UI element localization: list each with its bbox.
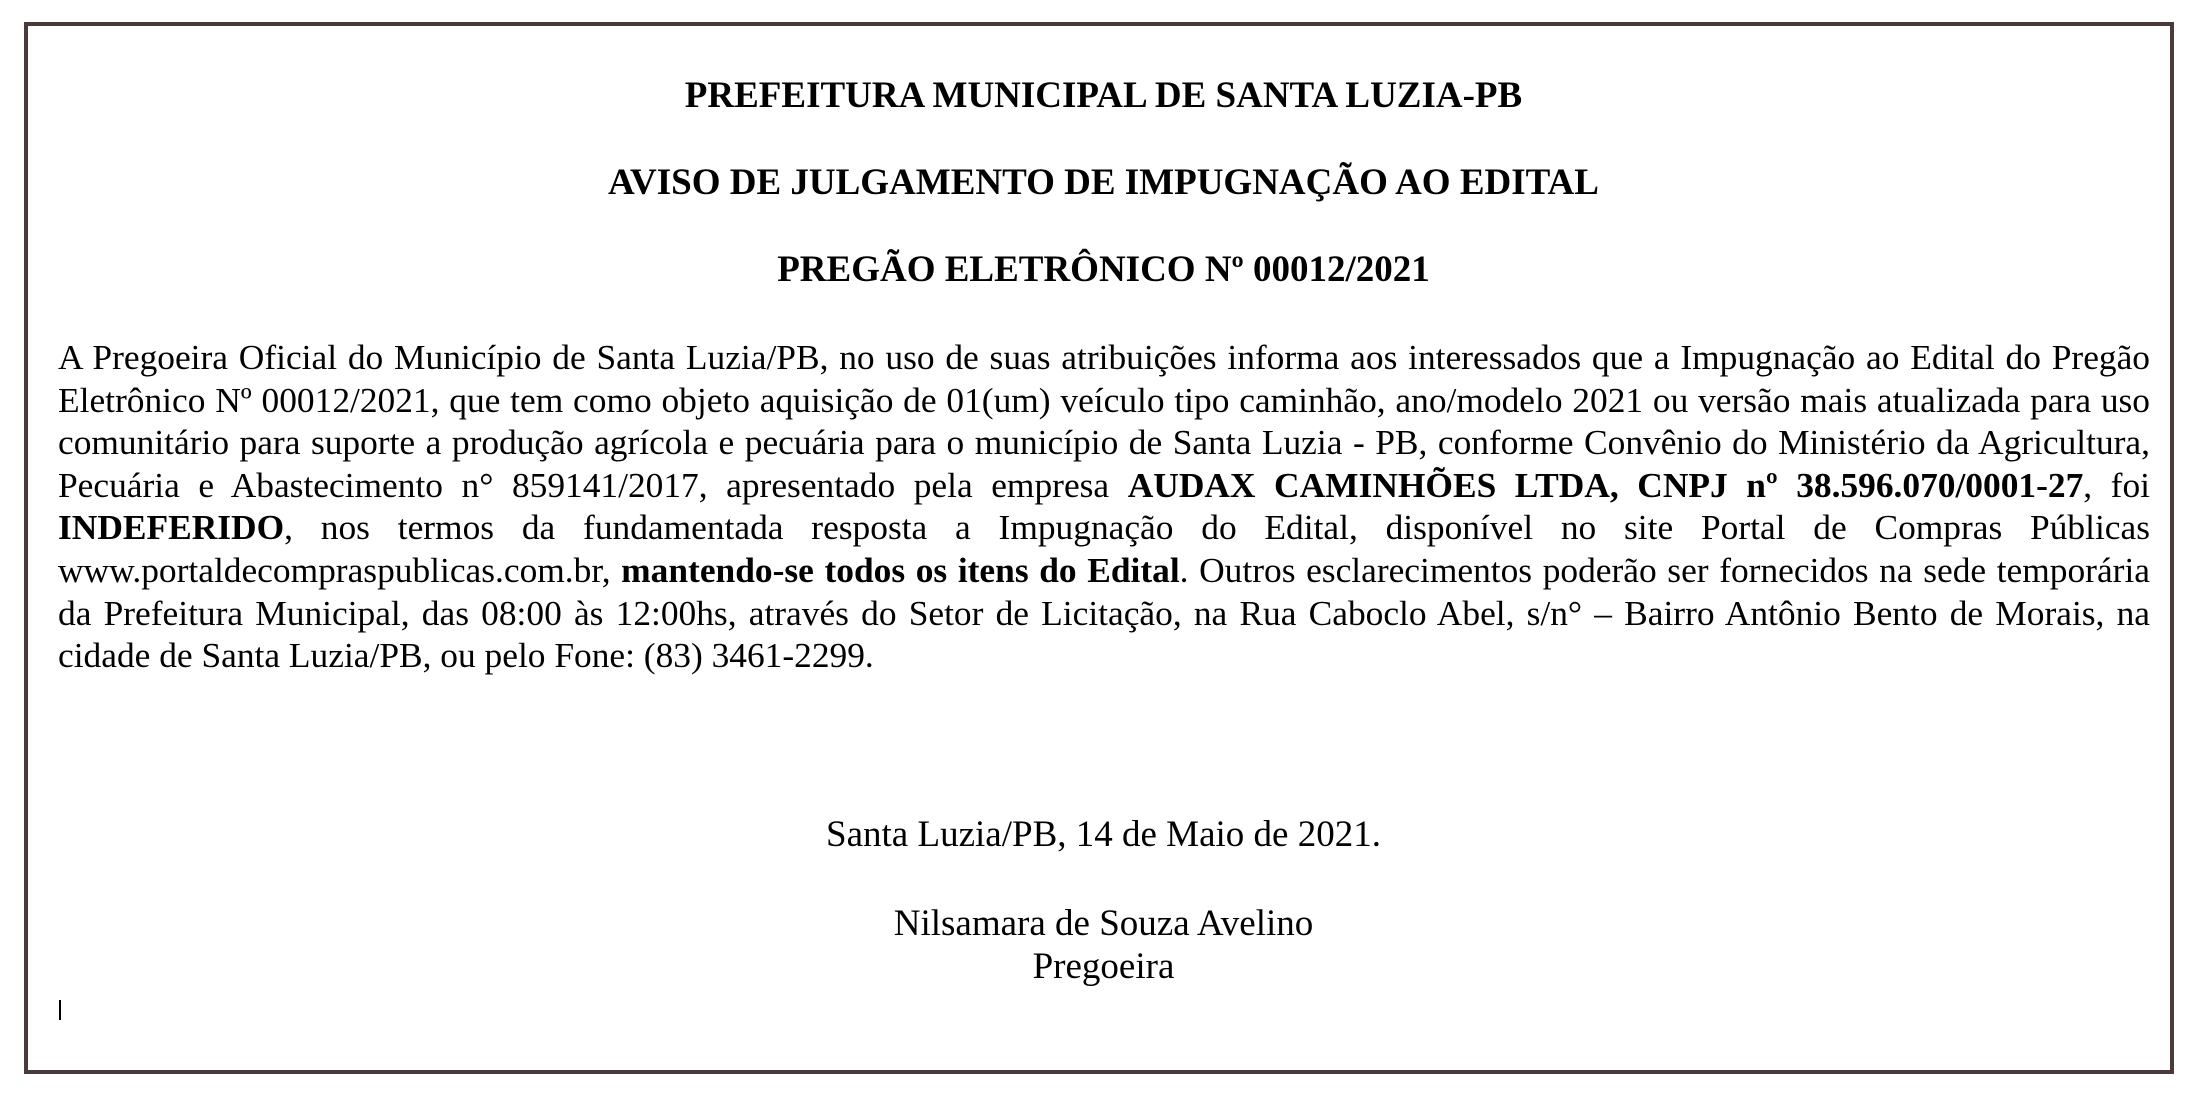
body-part-4: . Outros esclarecimentos poderão ser fornecidos na sede temporária da Prefeitura Municipal, das 08:00 às 12:00hs, através do Setor de Licitação, na Rua Caboclo Abel, s/n° – Bairro Antônio Bento de Morais, na cidade de Santa Luzia/PB, ou pelo Fone: (83) 3461-2299. <box>58 549 2150 676</box>
notice-title: AVISO DE JULGAMENTO DE IMPUGNAÇÃO AO EDITAL <box>608 162 1599 203</box>
signer-name: Nilsamara de Souza Avelino <box>893 903 1314 944</box>
body-part-2: , foi <box>2083 464 2150 505</box>
tender-number-heading: PREGÃO ELETRÔNICO Nº 00012/2021 <box>777 249 1430 290</box>
body-part-3: , nos termos da fundamentada resposta a Impugnação do Edital, disponível no site Portal de Compras Públicas www.portaldecompraspublicas.com.br, <box>58 507 2150 590</box>
notice-body <box>58 336 2150 677</box>
date-line: Santa Luzia/PB, 14 de Maio de 2021. <box>826 814 1381 855</box>
text-cursor <box>59 1000 61 1020</box>
municipality-heading: PREFEITURA MUNICIPAL DE SANTA LUZIA-PB <box>684 75 1523 116</box>
body-part-1: A Pregoeira Oficial do Município de Santa Luzia/PB, no uso de suas atribuições informa aos interessados que a Impugnação ao Edital do Pregão Eletrônico Nº 00012/2021, que tem como objeto aquisição de 01(um) veículo tipo caminhão, ano/modelo 2021 ou versão mais atualizada para uso comunitário para suporte a produção agrícola e pecuária para o município de Santa Luzia - PB, conforme Convênio do Ministério da Agricultura, Pecuária e Abastecimento n° 859141/2017, apresentado pela empresa <box>58 337 2150 505</box>
maintained-clause: mantendo-se todos os itens do Edital <box>621 549 1180 590</box>
signer-role: Pregoeira <box>1032 946 1175 987</box>
decision-status: INDEFERIDO <box>58 507 285 548</box>
company-name: AUDAX CAMINHÕES LTDA, CNPJ nº 38.596.070/0001-27 <box>1127 464 2084 505</box>
